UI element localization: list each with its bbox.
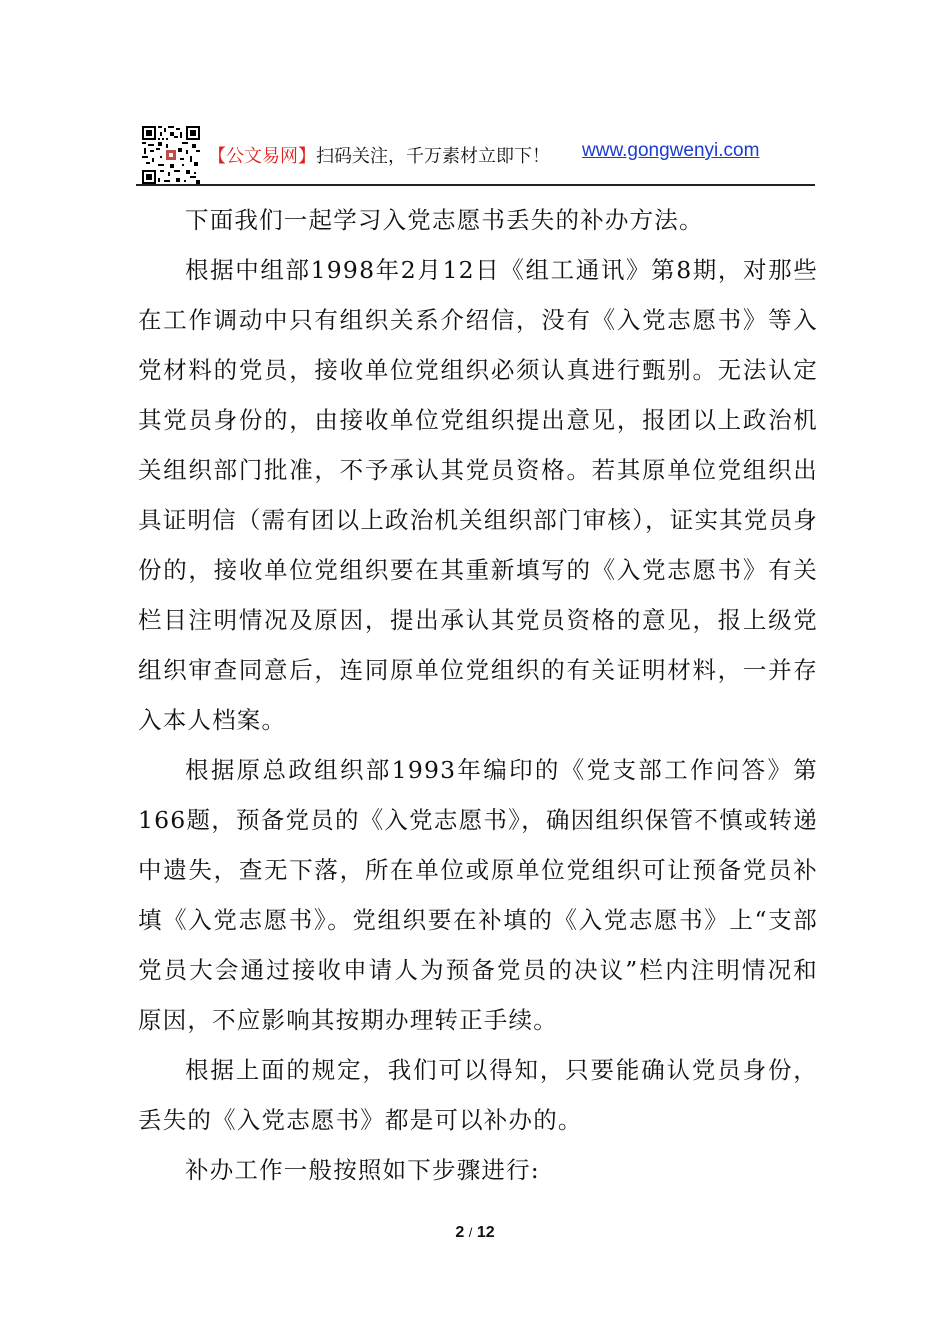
body-paragraph: 补办工作一般按照如下步骤进行: xyxy=(185,1156,540,1184)
document-body xyxy=(138,195,818,1195)
website-link[interactable]: www.gongwenyi.com xyxy=(582,140,760,161)
page-total: 12 xyxy=(476,1224,495,1241)
body-paragraph: 根据中组部1998年2月12日《组工通讯》第8期，对那些在工作调动中只有组织关系介绍信，没有《入党志愿书》等入党材料的党员，接收单位党组织必须认真进行甄别。无法认定其党员身份的，由接收单位党组织提出意见，报团以上政治机关组织部门批准，不予承认其党员资格。若其原单位党组织出具证明信（需有团以上政治机关组织部门审核），证实其党员身份的，接收单位党组织要在其重新填写的《入党志愿书》有关栏目注明情况及原因，提出承认其党员资格的意见，报上级党组织审查同意后，连同原单位党组织的有关证明材料，一并存入本人档案。 xyxy=(138,256,818,734)
header-slogan: 扫码关注，千万素材立即下！ xyxy=(316,146,550,167)
body-paragraph: 根据上面的规定，我们可以得知，只要能确认党员身份，丢失的《入党志愿书》都是可以补办的。 xyxy=(138,1056,818,1134)
header-divider xyxy=(136,184,815,186)
brand-name: 【公文易网】 xyxy=(208,146,316,167)
body-paragraph: 下面我们一起学习入党志愿书丢失的补办方法。 xyxy=(185,206,704,234)
document-header xyxy=(142,126,814,184)
qr-code-icon xyxy=(142,126,200,184)
body-paragraph: 根据原总政组织部1993年编印的《党支部工作问答》第166题，预备党员的《入党志愿书》，确因组织保管不慎或转递中遗失，查无下落，所在单位或原单位党组织可让预备党员补填《入党志愿书》。党组织要在补填的《入党志愿书》上“支部党员大会通过接收申请人为预备党员的决议”栏内注明情况和原因，不应影响其按期办理转正手续。 xyxy=(138,756,818,1034)
page-separator: / xyxy=(468,1225,473,1240)
page-number xyxy=(0,1224,950,1242)
page-current: 2 xyxy=(455,1224,465,1241)
